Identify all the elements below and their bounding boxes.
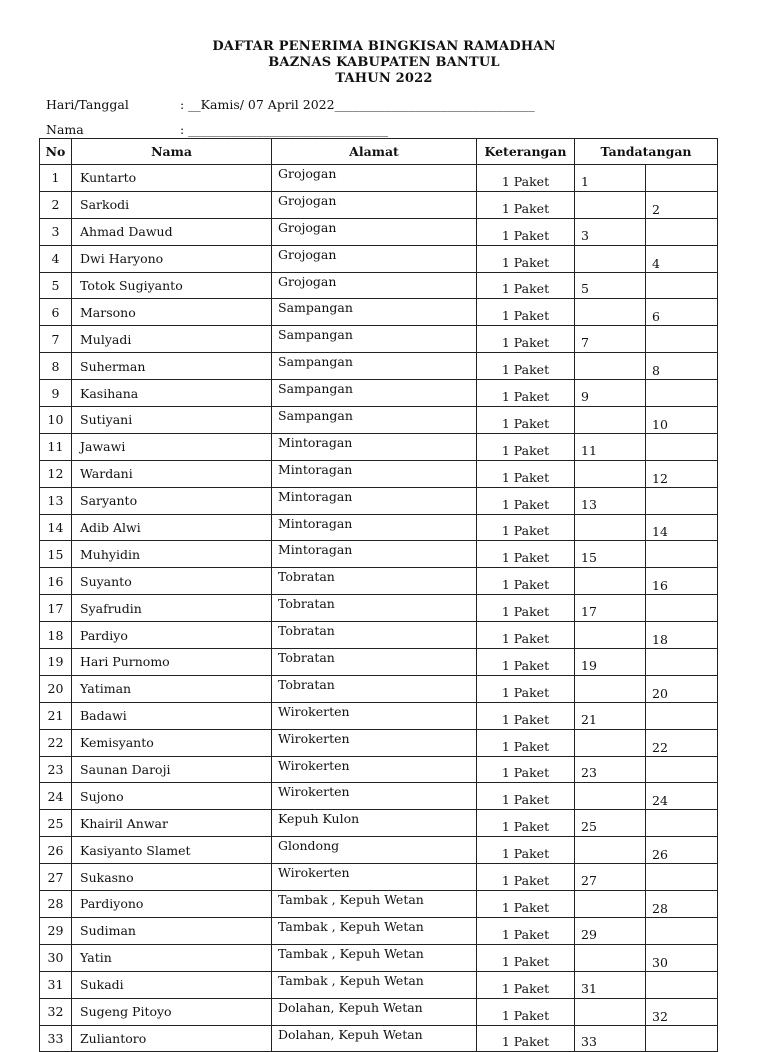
cell-alamat: Kepuh Kulon xyxy=(272,810,477,837)
cell-signature-right xyxy=(646,702,718,729)
table-row xyxy=(40,756,718,783)
cell-nama: Jawawi xyxy=(72,433,272,460)
cell-signature-left: 7 xyxy=(575,326,646,353)
cell-nama: Kuntarto xyxy=(72,165,272,192)
cell-signature-right xyxy=(646,649,718,676)
cell-nama: Sugeng Pitoyo xyxy=(72,998,272,1025)
table-row xyxy=(40,191,718,218)
cell-alamat: Grojogan xyxy=(272,165,477,192)
cell-nama: Dwi Haryono xyxy=(72,245,272,272)
cell-signature-left: 31 xyxy=(575,971,646,998)
cell-signature-left: 1 xyxy=(575,165,646,192)
cell-alamat: Dolahan, Kepuh Wetan xyxy=(272,998,477,1025)
cell-alamat: Wirokerten xyxy=(272,756,477,783)
table-row xyxy=(40,729,718,756)
cell-signature-right xyxy=(646,487,718,514)
cell-signature-right: 32 xyxy=(646,998,718,1025)
cell-nama: Badawi xyxy=(72,702,272,729)
cell-keterangan: 1 Paket xyxy=(477,649,575,676)
cell-keterangan: 1 Paket xyxy=(477,971,575,998)
table-row xyxy=(40,864,718,891)
cell-signature-right: 2 xyxy=(646,191,718,218)
cell-keterangan: 1 Paket xyxy=(477,891,575,918)
cell-alamat: Grojogan xyxy=(272,191,477,218)
cell-nama: Sudiman xyxy=(72,917,272,944)
cell-keterangan: 1 Paket xyxy=(477,407,575,434)
cell-alamat: Wirokerten xyxy=(272,864,477,891)
cell-nama: Syafrudin xyxy=(72,595,272,622)
cell-signature-right: 14 xyxy=(646,514,718,541)
cell-alamat: Grojogan xyxy=(272,218,477,245)
cell-no: 3 xyxy=(40,218,72,245)
table-row xyxy=(40,595,718,622)
cell-signature-left xyxy=(575,407,646,434)
date-field xyxy=(46,97,535,112)
cell-signature-right: 30 xyxy=(646,944,718,971)
cell-signature-right xyxy=(646,756,718,783)
cell-no: 29 xyxy=(40,917,72,944)
cell-signature-left xyxy=(575,622,646,649)
cell-signature-left xyxy=(575,837,646,864)
cell-alamat: Tambak , Kepuh Wetan xyxy=(272,891,477,918)
cell-alamat: Sampangan xyxy=(272,407,477,434)
cell-signature-right xyxy=(646,272,718,299)
cell-signature-right: 20 xyxy=(646,675,718,702)
cell-nama: Kemisyanto xyxy=(72,729,272,756)
year-title: TAHUN 2022 xyxy=(335,71,433,86)
table-row xyxy=(40,837,718,864)
cell-no: 25 xyxy=(40,810,72,837)
cell-nama: Sujono xyxy=(72,783,272,810)
cell-no: 31 xyxy=(40,971,72,998)
cell-signature-left: 33 xyxy=(575,1025,646,1052)
cell-nama: Sukadi xyxy=(72,971,272,998)
cell-signature-left: 23 xyxy=(575,756,646,783)
cell-keterangan: 1 Paket xyxy=(477,272,575,299)
cell-no: 6 xyxy=(40,299,72,326)
column-header-keterangan: Keterangan xyxy=(477,139,575,165)
table-row xyxy=(40,541,718,568)
cell-alamat: Tobratan xyxy=(272,595,477,622)
cell-nama: Totok Sugiyanto xyxy=(72,272,272,299)
cell-signature-right: 8 xyxy=(646,353,718,380)
cell-nama: Pardiyono xyxy=(72,891,272,918)
cell-no: 20 xyxy=(40,675,72,702)
column-header-alamat: Alamat xyxy=(272,139,477,165)
table-row xyxy=(40,622,718,649)
name-label: Nama xyxy=(46,122,84,137)
cell-signature-left: 13 xyxy=(575,487,646,514)
cell-signature-right xyxy=(646,595,718,622)
cell-no: 1 xyxy=(40,165,72,192)
cell-nama: Yatin xyxy=(72,944,272,971)
cell-nama: Sutiyani xyxy=(72,407,272,434)
cell-keterangan: 1 Paket xyxy=(477,810,575,837)
cell-no: 4 xyxy=(40,245,72,272)
cell-nama: Sarkodi xyxy=(72,191,272,218)
cell-keterangan: 1 Paket xyxy=(477,917,575,944)
cell-no: 21 xyxy=(40,702,72,729)
cell-signature-right xyxy=(646,380,718,407)
table-row xyxy=(40,460,718,487)
cell-no: 13 xyxy=(40,487,72,514)
cell-keterangan: 1 Paket xyxy=(477,380,575,407)
cell-signature-right: 28 xyxy=(646,891,718,918)
cell-signature-left xyxy=(575,998,646,1025)
cell-no: 24 xyxy=(40,783,72,810)
cell-nama: Yatiman xyxy=(72,675,272,702)
cell-signature-left: 15 xyxy=(575,541,646,568)
cell-signature-right xyxy=(646,917,718,944)
cell-no: 30 xyxy=(40,944,72,971)
cell-keterangan: 1 Paket xyxy=(477,514,575,541)
cell-signature-right xyxy=(646,218,718,245)
cell-signature-left xyxy=(575,568,646,595)
cell-signature-left: 19 xyxy=(575,649,646,676)
cell-keterangan: 1 Paket xyxy=(477,568,575,595)
cell-nama: Muhyidin xyxy=(72,541,272,568)
cell-signature-right xyxy=(646,433,718,460)
cell-signature-left xyxy=(575,353,646,380)
cell-signature-left xyxy=(575,729,646,756)
table-row xyxy=(40,568,718,595)
cell-keterangan: 1 Paket xyxy=(477,729,575,756)
cell-signature-left: 25 xyxy=(575,810,646,837)
organization-title: BAZNAS KABUPATEN BANTUL xyxy=(268,55,500,70)
cell-alamat: Mintoragan xyxy=(272,433,477,460)
table-row xyxy=(40,165,718,192)
cell-keterangan: 1 Paket xyxy=(477,675,575,702)
cell-no: 10 xyxy=(40,407,72,434)
cell-keterangan: 1 Paket xyxy=(477,837,575,864)
table-row xyxy=(40,433,718,460)
cell-keterangan: 1 Paket xyxy=(477,998,575,1025)
cell-signature-left: 11 xyxy=(575,433,646,460)
cell-keterangan: 1 Paket xyxy=(477,622,575,649)
table-row xyxy=(40,944,718,971)
cell-keterangan: 1 Paket xyxy=(477,165,575,192)
cell-signature-right: 22 xyxy=(646,729,718,756)
column-header-nama: Nama xyxy=(72,139,272,165)
cell-keterangan: 1 Paket xyxy=(477,433,575,460)
date-value: : __Kamis/ 07 April 2022________________________________ xyxy=(180,97,535,112)
table-row xyxy=(40,407,718,434)
table-row xyxy=(40,702,718,729)
cell-alamat: Sampangan xyxy=(272,299,477,326)
cell-signature-right: 16 xyxy=(646,568,718,595)
table-row xyxy=(40,218,718,245)
cell-nama: Kasiyanto Slamet xyxy=(72,837,272,864)
cell-no: 16 xyxy=(40,568,72,595)
cell-nama: Wardani xyxy=(72,460,272,487)
table-row xyxy=(40,917,718,944)
cell-alamat: Mintoragan xyxy=(272,460,477,487)
cell-alamat: Mintoragan xyxy=(272,541,477,568)
cell-nama: Saryanto xyxy=(72,487,272,514)
cell-signature-left: 27 xyxy=(575,864,646,891)
cell-signature-left xyxy=(575,460,646,487)
cell-nama: Mulyadi xyxy=(72,326,272,353)
cell-no: 28 xyxy=(40,891,72,918)
cell-no: 12 xyxy=(40,460,72,487)
cell-alamat: Tambak , Kepuh Wetan xyxy=(272,917,477,944)
cell-keterangan: 1 Paket xyxy=(477,1025,575,1052)
cell-nama: Pardiyo xyxy=(72,622,272,649)
table-row xyxy=(40,487,718,514)
cell-no: 14 xyxy=(40,514,72,541)
cell-nama: Marsono xyxy=(72,299,272,326)
cell-keterangan: 1 Paket xyxy=(477,595,575,622)
cell-signature-right xyxy=(646,165,718,192)
table-row xyxy=(40,675,718,702)
cell-alamat: Wirokerten xyxy=(272,702,477,729)
cell-alamat: Wirokerten xyxy=(272,783,477,810)
cell-no: 11 xyxy=(40,433,72,460)
cell-keterangan: 1 Paket xyxy=(477,191,575,218)
name-value: : ________________________________ xyxy=(180,122,389,137)
cell-no: 2 xyxy=(40,191,72,218)
cell-alamat: Tobratan xyxy=(272,675,477,702)
cell-alamat: Mintoragan xyxy=(272,487,477,514)
cell-no: 8 xyxy=(40,353,72,380)
cell-no: 33 xyxy=(40,1025,72,1052)
table-row xyxy=(40,245,718,272)
cell-alamat: Tobratan xyxy=(272,622,477,649)
cell-signature-right: 10 xyxy=(646,407,718,434)
cell-no: 17 xyxy=(40,595,72,622)
cell-alamat: Tobratan xyxy=(272,568,477,595)
cell-nama: Hari Purnomo xyxy=(72,649,272,676)
cell-keterangan: 1 Paket xyxy=(477,245,575,272)
cell-signature-left: 5 xyxy=(575,272,646,299)
column-header-tandatangan: Tandatangan xyxy=(575,139,718,165)
cell-no: 9 xyxy=(40,380,72,407)
cell-alamat: Glondong xyxy=(272,837,477,864)
cell-keterangan: 1 Paket xyxy=(477,702,575,729)
cell-nama: Saunan Daroji xyxy=(72,756,272,783)
cell-signature-right xyxy=(646,1025,718,1052)
cell-signature-left: 21 xyxy=(575,702,646,729)
cell-nama: Kasihana xyxy=(72,380,272,407)
cell-signature-left xyxy=(575,191,646,218)
cell-signature-left: 17 xyxy=(575,595,646,622)
cell-alamat: Sampangan xyxy=(272,326,477,353)
cell-signature-left xyxy=(575,514,646,541)
table-row xyxy=(40,1025,718,1052)
cell-no: 7 xyxy=(40,326,72,353)
cell-signature-right xyxy=(646,971,718,998)
cell-signature-left xyxy=(575,675,646,702)
table-row xyxy=(40,299,718,326)
cell-keterangan: 1 Paket xyxy=(477,944,575,971)
cell-alamat: Wirokerten xyxy=(272,729,477,756)
cell-signature-right xyxy=(646,326,718,353)
cell-signature-left: 3 xyxy=(575,218,646,245)
table-row xyxy=(40,998,718,1025)
cell-nama: Suyanto xyxy=(72,568,272,595)
cell-signature-right xyxy=(646,810,718,837)
cell-signature-left: 9 xyxy=(575,380,646,407)
cell-nama: Adib Alwi xyxy=(72,514,272,541)
table-row xyxy=(40,649,718,676)
cell-nama: Ahmad Dawud xyxy=(72,218,272,245)
cell-keterangan: 1 Paket xyxy=(477,353,575,380)
cell-no: 5 xyxy=(40,272,72,299)
cell-signature-left xyxy=(575,299,646,326)
cell-alamat: Sampangan xyxy=(272,353,477,380)
cell-signature-right: 6 xyxy=(646,299,718,326)
table-row xyxy=(40,971,718,998)
cell-keterangan: 1 Paket xyxy=(477,541,575,568)
cell-no: 18 xyxy=(40,622,72,649)
table-row xyxy=(40,380,718,407)
cell-signature-right: 26 xyxy=(646,837,718,864)
cell-alamat: Sampangan xyxy=(272,380,477,407)
table-row xyxy=(40,891,718,918)
date-label: Hari/Tanggal xyxy=(46,97,129,112)
cell-nama: Zuliantoro xyxy=(72,1025,272,1052)
cell-no: 32 xyxy=(40,998,72,1025)
recipient-table xyxy=(39,138,718,1052)
cell-signature-right: 4 xyxy=(646,245,718,272)
cell-no: 19 xyxy=(40,649,72,676)
cell-signature-right: 24 xyxy=(646,783,718,810)
cell-nama: Sukasno xyxy=(72,864,272,891)
cell-nama: Suherman xyxy=(72,353,272,380)
cell-signature-left xyxy=(575,245,646,272)
cell-signature-left xyxy=(575,891,646,918)
cell-keterangan: 1 Paket xyxy=(477,326,575,353)
cell-keterangan: 1 Paket xyxy=(477,487,575,514)
cell-alamat: Tobratan xyxy=(272,649,477,676)
cell-no: 27 xyxy=(40,864,72,891)
cell-keterangan: 1 Paket xyxy=(477,864,575,891)
document-title: DAFTAR PENERIMA BINGKISAN RAMADHAN xyxy=(212,39,556,54)
cell-keterangan: 1 Paket xyxy=(477,299,575,326)
cell-keterangan: 1 Paket xyxy=(477,460,575,487)
table-header-row xyxy=(40,139,718,165)
cell-keterangan: 1 Paket xyxy=(477,218,575,245)
cell-signature-right: 12 xyxy=(646,460,718,487)
cell-signature-right xyxy=(646,541,718,568)
column-header-no: No xyxy=(40,139,72,165)
cell-signature-left xyxy=(575,783,646,810)
table-row xyxy=(40,326,718,353)
table-row xyxy=(40,783,718,810)
cell-alamat: Grojogan xyxy=(272,272,477,299)
cell-signature-right: 18 xyxy=(646,622,718,649)
cell-alamat: Dolahan, Kepuh Wetan xyxy=(272,1025,477,1052)
cell-nama: Khairil Anwar xyxy=(72,810,272,837)
cell-alamat: Tambak , Kepuh Wetan xyxy=(272,971,477,998)
cell-no: 23 xyxy=(40,756,72,783)
cell-signature-left xyxy=(575,944,646,971)
cell-signature-right xyxy=(646,864,718,891)
table-row xyxy=(40,353,718,380)
cell-alamat: Mintoragan xyxy=(272,514,477,541)
cell-alamat: Grojogan xyxy=(272,245,477,272)
table-body xyxy=(40,165,718,1052)
table-row xyxy=(40,514,718,541)
name-field xyxy=(46,122,388,137)
cell-no: 15 xyxy=(40,541,72,568)
cell-no: 22 xyxy=(40,729,72,756)
table-row xyxy=(40,810,718,837)
cell-keterangan: 1 Paket xyxy=(477,756,575,783)
cell-alamat: Tambak , Kepuh Wetan xyxy=(272,944,477,971)
table-row xyxy=(40,272,718,299)
cell-keterangan: 1 Paket xyxy=(477,783,575,810)
cell-no: 26 xyxy=(40,837,72,864)
cell-signature-left: 29 xyxy=(575,917,646,944)
